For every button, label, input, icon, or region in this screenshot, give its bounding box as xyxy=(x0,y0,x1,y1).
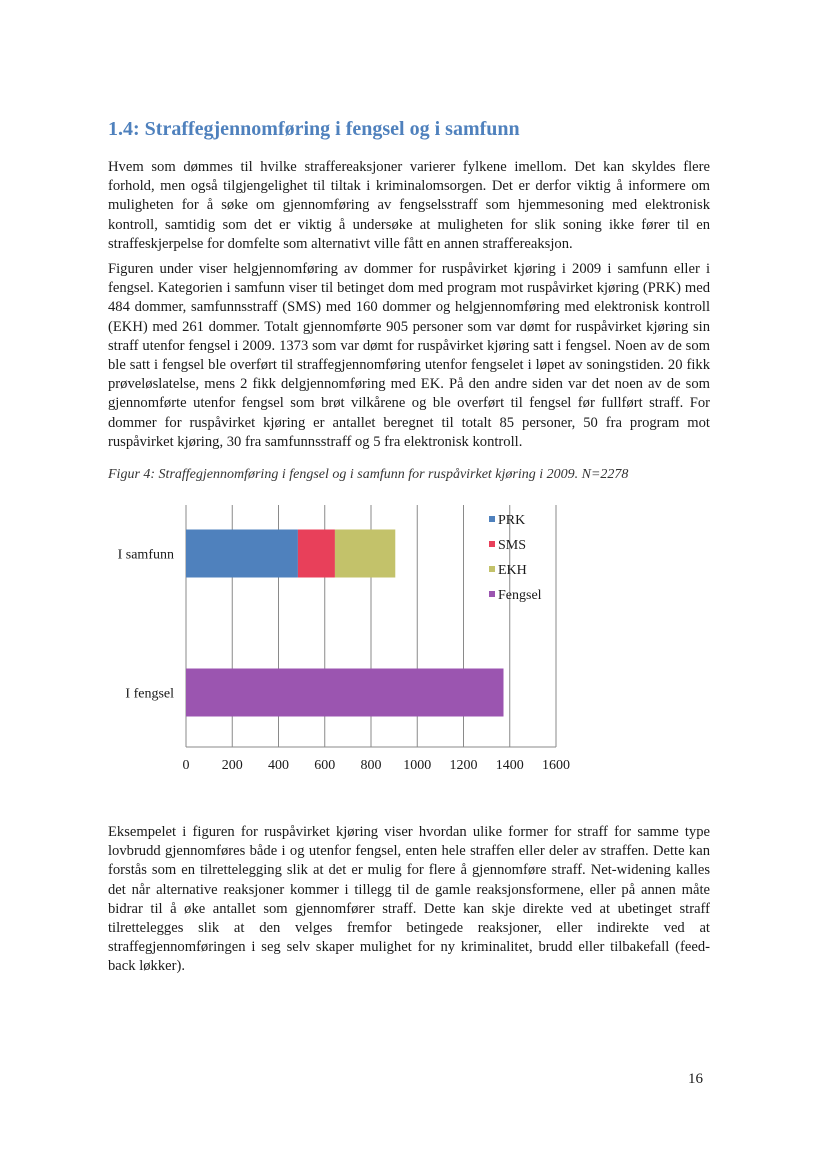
x-tick-label-0: 0 xyxy=(182,758,190,773)
bar-sms-0 xyxy=(298,530,335,578)
legend-label-ekh: EKH xyxy=(498,563,527,578)
chart-legend xyxy=(489,513,542,603)
legend-label-prk: PRK xyxy=(498,513,526,528)
bar-fengsel-1 xyxy=(186,669,504,717)
page-number: 16 xyxy=(688,1071,703,1087)
x-tick-label-1000: 1000 xyxy=(403,758,432,773)
x-tick-label-1200: 1200 xyxy=(449,758,478,773)
x-tick-label-800: 800 xyxy=(360,758,382,773)
chart-labels xyxy=(118,548,570,774)
legend-swatch-sms xyxy=(489,541,495,547)
legend-label-sms: SMS xyxy=(498,538,527,553)
x-tick-label-600: 600 xyxy=(314,758,336,773)
bar-ekh-0 xyxy=(335,530,395,578)
x-tick-label-400: 400 xyxy=(268,758,289,773)
category-label-1: I fengsel xyxy=(125,686,174,702)
chart-bars xyxy=(186,530,504,717)
paragraph-2: Figuren under viser helgjennomføring av dommer for ruspåvirket kjøring i 2009 i samfunn eller i fengsel. Kategorien i samfunn viser til betinget dom med program mot ruspåvirket kjøring (PRK) med 484 dommer, samfunnsstraff (SMS) med 160 dommer og helgjennomføring med elektronisk kontroll (EKH) med 261 dommer. Totalt gjennomførte 905 personer som var dømt for ruspåvirket kjøring sin straff utenfor fengsel i 2009. 1373 som var dømt for ruspåvirket kjøring satt i fengsel. Noen av de som ble satt i fengsel ble overført til straffegjennomføring utenfor fengselet i løpet av soningstiden. 20 fikk prøveløslatelse, mens 2 fikk delgjennomføring med EK. På den andre siden var det noen av de som gjennomførte utenfor fengsel som brøt vilkårene og ble overført til fengsel før fullført straff. For dommer for ruspåvirket kjøring er antallet beregnet til totalt 85 personer, 50 fra program mot ruspåvirket kjøring, 30 fra samfunnsstraff og 5 fra elektronisk kontroll. xyxy=(108,261,710,450)
x-tick-label-1600: 1600 xyxy=(542,758,570,773)
legend-swatch-prk xyxy=(489,516,495,522)
legend-swatch-ekh xyxy=(489,566,495,572)
legend-swatch-fengsel xyxy=(489,591,495,597)
stacked-bar-chart xyxy=(100,495,580,785)
paragraph-1: Hvem som dømmes til hvilke straffereaksjoner varierer fylkene imellom. Det kan skyldes flere forhold, men også tilgjengelighet til tiltak i kriminalomsorgen. Det er derfor viktig å informere om muligheten for å søke om gjennomføring av fengselsstraff som hjemmesoning med elektronisk kontroll, samtidig som det er viktig å undersøke at muligheten for slik soning ikke fører til en straffeskjerpelse for domfelte som alternativt ville fått en annen straffereaksjon. xyxy=(108,159,710,252)
legend-label-fengsel: Fengsel xyxy=(498,588,542,603)
figure-caption: Figur 4: Straffegjennomføring i fengsel og i samfunn for ruspåvirket kjøring i 2009. N=2278 xyxy=(108,467,629,482)
x-tick-label-1400: 1400 xyxy=(495,758,524,773)
bar-prk-0 xyxy=(186,530,298,578)
paragraph-3: Eksempelet i figuren for ruspåvirket kjøring viser hvordan ulike former for straff for samme type lovbrudd gjennomføres både i og utenfor fengsel, enten hele straffen eller deler av straffen. Dette kan forstås som en tilrettelegging slik at det er mulig for flere å gjennomføre straff. Net-widening kalles det når alternative reaksjoner kommer i tillegg til de gamle reaksjonsformene, eller på annen måte bidrar til å øke antallet som gjennomfører straff. Dette kan skje direkte ved at ubetinget straff tilrettelegges slik at den velges fremfor betingede reaksjoner, eller indirekte ved at straffegjennomføringen i seg selv skaper mulighet for ny kriminalitet, brudd eller tilbakefall (feed-back løkker). xyxy=(108,824,710,975)
category-label-0: I samfunn xyxy=(117,547,174,563)
x-tick-label-200: 200 xyxy=(221,758,243,773)
section-heading: 1.4: Straffegjennomføring i fengsel og i samfunn xyxy=(108,118,520,140)
